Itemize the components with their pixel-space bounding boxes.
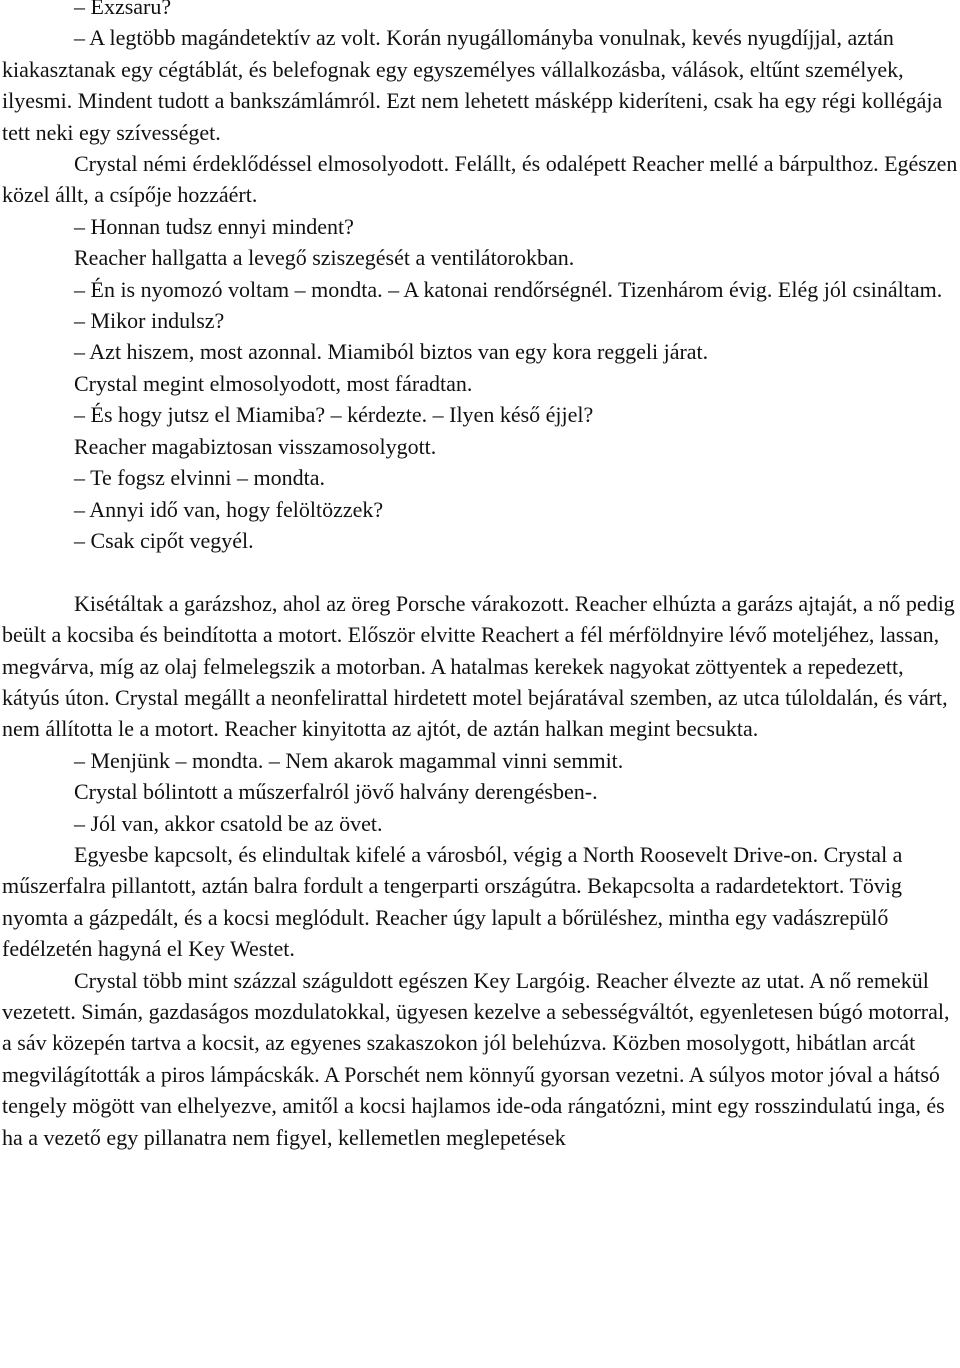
paragraph-spacer bbox=[2, 556, 958, 587]
paragraph: Reacher magabiztosan visszamosolygott. bbox=[74, 433, 437, 459]
paragraph: – Honnan tudsz ennyi mindent? bbox=[74, 213, 354, 239]
paragraph: – Annyi idő van, hogy felöltözzek? bbox=[74, 496, 384, 522]
paragraph: – Menjünk – mondta. – Nem akarok magammal vinni semmit. bbox=[74, 747, 624, 773]
paragraph: Crystal megint elmosolyodott, most fáradtan. bbox=[74, 370, 473, 396]
paragraph: – Én is nyomozó voltam – mondta. – A katonai rendőrségnél. Tizenhárom évig. Elég jól csináltam. bbox=[74, 276, 943, 302]
paragraph: Crystal némi érdeklődéssel elmosolyodott. Felállt, és odalépett Reacher mellé a bárpulthoz. Egészen közel állt, a csípője hozzáért. bbox=[2, 151, 958, 208]
paragraph: Egyesbe kapcsolt, és elindultak kifelé a városból, végig a North Roosevelt Drive-on. Crystal a műszerfalra pillantott, aztán balra fordult a tengerparti országútra. Bekapcsolta a radardetektort. Tövig nyomta a gázpedált, és a kocsi meglódult. Reacher úgy lapult a bőrüléshez, mintha egy vadászrepülő fedélzetén hagyná el Key Westet. bbox=[2, 841, 903, 962]
paragraph: – Azt hiszem, most azonnal. Miamiból biztos van egy kora reggeli járat. bbox=[74, 339, 709, 365]
paragraph: Reacher hallgatta a levegő sziszegését a ventilátorokban. bbox=[74, 245, 575, 271]
document-page bbox=[2, 0, 958, 1153]
paragraph: Kisétáltak a garázshoz, ahol az öreg Porsche várakozott. Reacher elhúzta a garázs ajtaját, a nő pedig beült a kocsiba és beindította a motort. Először elvitte Reachert a fél mérföldnyire lévő moteljéhez, lassan, megvárva, míg az olaj felmelegszik a motorban. A hatalmas kerekek nagyokat zöttyentek a repedezett, kátyús úton. Crystal megállt a neonfelirattal hirdetett motel bejáratával szemben, az utca túloldalán, és várt, nem állította le a motort. Reacher kinyitotta az ajtót, de aztán halkan megint becsukta. bbox=[2, 590, 955, 742]
paragraph: – Csak cipőt vegyél. bbox=[74, 527, 254, 553]
paragraph: Crystal több mint százzal száguldott egészen Key Largóig. Reacher élvezte az utat. A nő remekül vezetett. Simán, gazdaságos mozdulatokkal, ügyesen kezelve a sebességváltót, egyenletesen búgó motorral, a sáv közepén tartva a kocsit, az egyenes szakaszokon jól belehúzva. Közben mosolygott, hibátlan arcát megvilágították a piros lámpácskák. A Porschét nem könnyű gyorsan vezetni. A súlyos motor jóval a hátsó tengely mögött van elhelyezve, amitől a kocsi hajlamos ide-oda rángatózni, mint egy rosszindulatú inga, és ha a vezető egy pillanatra nem figyel, kellemetlen meglepetések bbox=[2, 967, 950, 1150]
paragraph: – És hogy jutsz el Miamiba? – kérdezte. – Ilyen késő éjjel? bbox=[74, 402, 594, 428]
paragraph: – Exzsaru? bbox=[74, 0, 172, 19]
paragraph: – A legtöbb magándetektív az volt. Korán nyugállományba vonulnak, kevés nyugdíjjal, aztán kiakasztanak egy cégtáblát, és belefognak egy egyszemélyes vállalkozásba, válások, eltűnt személyek, ilyesmi. Mindent tudott a bankszámlámról. Ezt nem lehetett másképp kideríteni, csak ha egy régi kollégája tett neki egy szívességet. bbox=[2, 25, 943, 145]
paragraph: – Te fogsz elvinni – mondta. bbox=[74, 465, 326, 491]
paragraph: – Mikor indulsz? bbox=[74, 308, 225, 334]
paragraph: Crystal bólintott a műszerfalról jövő halvány derengésben-. bbox=[74, 779, 598, 805]
paragraph: – Jól van, akkor csatold be az övet. bbox=[74, 810, 383, 836]
text-body bbox=[2, 0, 958, 1153]
